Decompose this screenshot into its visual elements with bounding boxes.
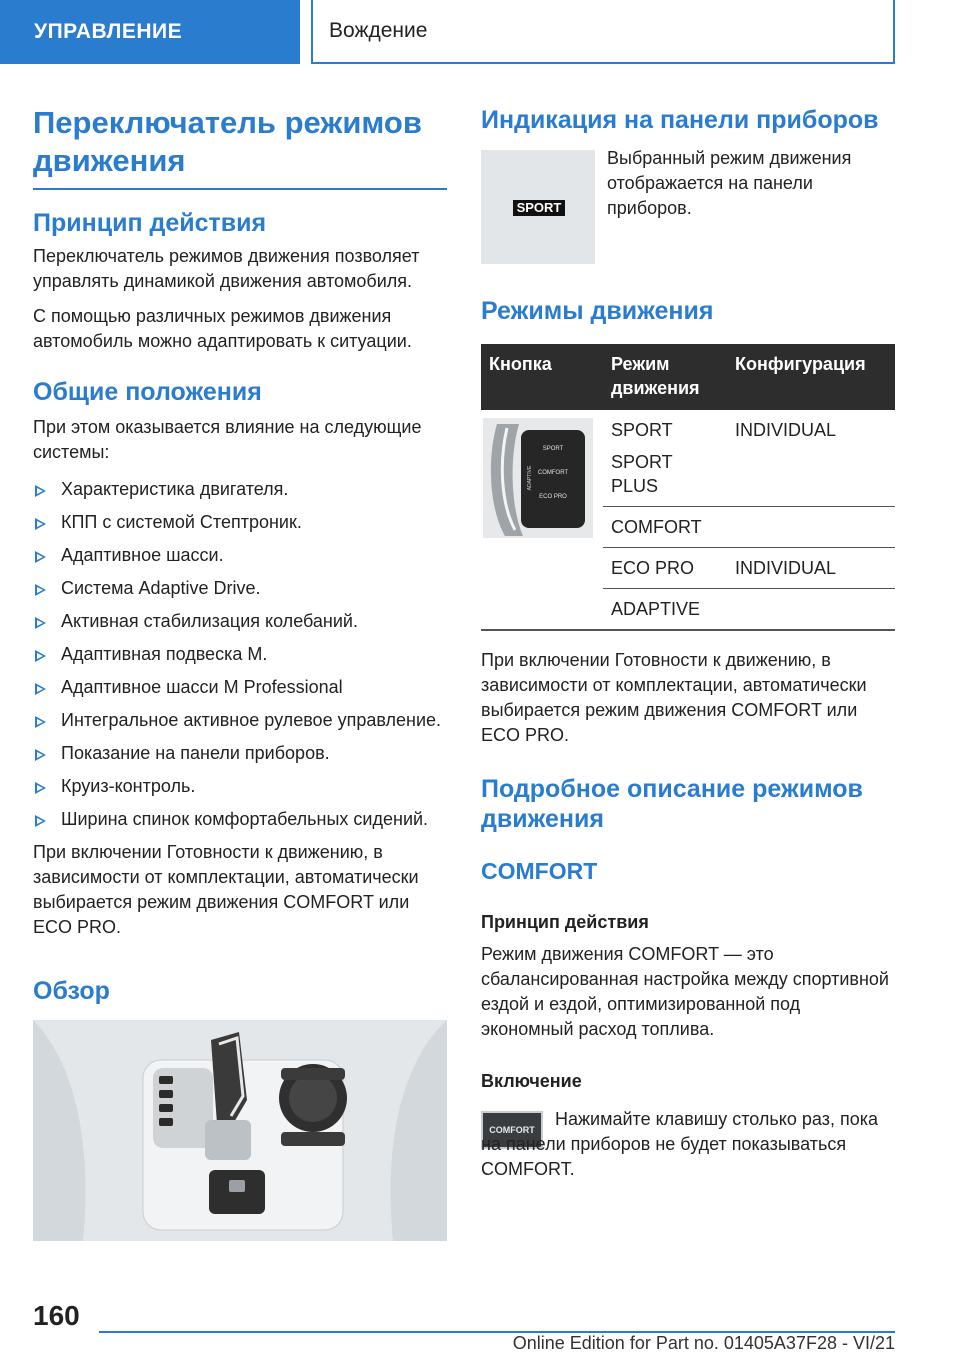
- triangle-bullet-icon: [35, 716, 46, 728]
- list-item: Адаптивное шасси M Professional: [33, 675, 447, 700]
- activation-text: Нажимайте клавишу столько раз, пока на панели приборов не будет показываться COMFORT.: [481, 1109, 878, 1179]
- overview-heading: Обзор: [33, 977, 110, 1005]
- center-console-illustration: [33, 1020, 447, 1241]
- display-heading: Индикация на панели приборов: [481, 106, 879, 134]
- triangle-bullet-icon: [35, 749, 46, 761]
- principle-paragraph-2: С помощью различных режимов движения автомобиль можно адаптировать к ситуации.: [33, 306, 412, 351]
- mode-cell: ECO PRO: [603, 548, 727, 589]
- column-header: Режим движения: [603, 344, 727, 410]
- triangle-bullet-icon: [35, 683, 46, 695]
- button-label-adaptive: ADAPTIVE: [527, 465, 533, 491]
- readiness-paragraph-right: При включении Готовности к движению, в зависимости от комплектации, автоматически выбирается режим движения COMFORT или ECO PRO.: [481, 650, 867, 745]
- driving-mode-buttons-illustration: [481, 410, 603, 630]
- triangle-bullet-icon: [35, 650, 46, 662]
- general-section: [33, 377, 447, 940]
- affected-systems-list: [33, 477, 447, 832]
- config-cell: INDIVIDUAL: [727, 410, 895, 507]
- config-cell: [727, 589, 895, 631]
- section-label: УПРАВЛЕНИЕ: [34, 20, 183, 43]
- section-tab: [0, 0, 300, 64]
- list-item: Интегральное активное рулевое управление.: [33, 708, 447, 733]
- principle-paragraph-1: Переключатель режимов движения позволяет управлять динамикой движения автомобиля.: [33, 246, 420, 291]
- list-item: Ширина спинок комфортабельных сидений.: [33, 807, 447, 832]
- button-label-eco-pro: ECO PRO: [539, 494, 567, 500]
- cluster-indicator-illustration: [481, 150, 595, 264]
- table-row: [481, 410, 895, 507]
- page-title-block: [33, 104, 447, 190]
- comfort-principle-text: Режим движения COMFORT — это сбалансированная настройка между спортивной ездой и ездой, оптимизированной под экономный расход топлива.: [481, 944, 889, 1039]
- comfort-heading: COMFORT: [481, 858, 598, 884]
- triangle-bullet-icon: [35, 518, 46, 530]
- principle-heading: Принцип действия: [33, 209, 267, 237]
- chapter-label: Вождение: [329, 19, 428, 42]
- column-header: Кнопка: [481, 344, 603, 410]
- list-item: Адаптивное шасси.: [33, 543, 447, 568]
- list-item: Характеристика двигателя.: [33, 477, 447, 502]
- mode-cell: [603, 410, 727, 507]
- triangle-bullet-icon: [35, 485, 46, 497]
- page-title: Переключатель режимов движения: [33, 105, 422, 178]
- sport-badge: SPORT: [513, 200, 565, 216]
- list-item: Активная стабилизация колебаний.: [33, 609, 447, 634]
- mode-cell: COMFORT: [603, 507, 727, 548]
- list-item: Адаптивная подвеска M.: [33, 642, 447, 667]
- comfort-principle-heading: Принцип действия: [481, 912, 649, 932]
- edition-text: Online Edition for Part no. 01405A37F28 - VI/21: [512, 1333, 895, 1353]
- triangle-bullet-icon: [35, 584, 46, 596]
- button-label-comfort: COMFORT: [537, 470, 569, 476]
- principle-section: [33, 208, 447, 354]
- triangle-bullet-icon: [35, 617, 46, 629]
- modes-table: [481, 344, 895, 631]
- button-label-sport: SPORT: [542, 446, 564, 452]
- triangle-bullet-icon: [35, 815, 46, 827]
- comfort-button-label: COMFORT: [489, 1125, 535, 1135]
- list-item: Круиз-контроль.: [33, 774, 447, 799]
- list-item: КПП с системой Стептроник.: [33, 510, 447, 535]
- list-item: Система Adaptive Drive.: [33, 576, 447, 601]
- detail-heading: Подробное описание режимов движения: [481, 775, 863, 833]
- general-intro: При этом оказывается влияние на следующие системы:: [33, 417, 422, 462]
- mode-sport: SPORT: [611, 420, 673, 440]
- chapter-tab: [311, 0, 895, 64]
- triangle-bullet-icon: [35, 782, 46, 794]
- modes-heading: Режимы движения: [481, 297, 714, 325]
- mode-sport-plus: SPORT PLUS: [611, 452, 673, 496]
- readiness-paragraph: При включении Готовности к движению, в зависимости от комплектации, автоматически выбирается режим движения COMFORT или ECO PRO.: [33, 842, 419, 937]
- general-heading: Общие положения: [33, 378, 262, 406]
- page-number: 160: [33, 1300, 80, 1331]
- modes-table-wrapper: [481, 344, 895, 631]
- mode-cell: ADAPTIVE: [603, 589, 727, 631]
- triangle-bullet-icon: [35, 551, 46, 563]
- display-text: Выбранный режим движения отображается на панели приборов.: [607, 148, 852, 218]
- config-cell: [727, 507, 895, 548]
- column-header: Конфигурация: [727, 344, 895, 410]
- activation-heading: Включение: [481, 1071, 582, 1091]
- config-cell: INDIVIDUAL: [727, 548, 895, 589]
- list-item: Показание на панели приборов.: [33, 741, 447, 766]
